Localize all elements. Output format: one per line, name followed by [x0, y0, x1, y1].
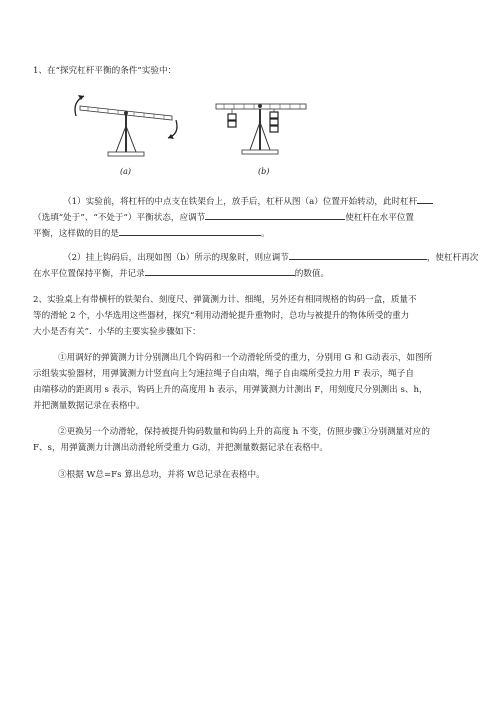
q2-step2-line2: F、s，用弹簧测力计测出动滑轮所受重力 G动，并把测量数据记录在表格中。: [33, 443, 328, 453]
rotation-arrow-right: [168, 120, 177, 138]
q1-part2-text: （2）挂上钩码后，出现如图（b）所示的现象时，则应调节: [63, 253, 289, 263]
q1-part1-text: （1）实验前，将杠杆的中点支在铁架台上，放手后，杠杆从图（a）位置开始转动，此时杠杆: [63, 197, 418, 207]
q2-line3: 大小是否有关”．小华的主要实验步骤如下：: [33, 327, 201, 337]
q2-step3-line1: ③根据 W总=Fs 算出总功，并将 W总记录在表格中。: [58, 470, 265, 480]
q1-part1-text: （选填“处于”、“不处于”）平衡状态，应调节: [33, 213, 206, 223]
q1-part1-text: 使杠杆在水平位置: [345, 213, 415, 223]
q1-part1-text: 。: [260, 229, 270, 239]
hook-weight: [270, 112, 278, 118]
q1-title: 1、在“探究杠杆平衡的条件”实验中：: [33, 66, 177, 76]
q2-step1-line3: 由端移动的距离用 s 表示，钩码上升的高度用 h 表示，用弹簧测力计测出 F，用刻度尺分别测出 s、h，: [33, 385, 428, 395]
answer-blank[interactable]: [145, 266, 295, 276]
lever-figure-b: [212, 90, 312, 166]
q1-part1-line2: [33, 210, 414, 224]
fig-b-label: (b): [258, 167, 270, 176]
hook-weight: [228, 114, 236, 120]
q2-line2: 等的滑轮 2 个，小华选用这些器材，探究“利用动滑轮提升重物时，总功与被提升的物体所受的重力: [33, 311, 410, 321]
q1-part1-line1: [63, 194, 433, 208]
hook-weight: [270, 119, 278, 125]
q2-step1-line4: 并把测量数据记录在表格中。: [33, 401, 145, 411]
q1-part2-line2: [33, 266, 329, 280]
answer-blank[interactable]: [119, 226, 261, 236]
fig-a-label: (a): [120, 167, 132, 176]
q2-step1-line1: ①用调好的弹簧测力计分别测出几个钩码和一个动滑轮所受的重力，分别用 G 和 G动表示，如图所: [58, 353, 433, 363]
hook-weight: [270, 126, 278, 132]
answer-blank[interactable]: [205, 210, 345, 220]
q2-line1: 2、实验桌上有带横杆的铁架台、刻度尺、弹簧测力计、细绳，另外还有相同规格的钩码一盒，质量不: [33, 295, 417, 305]
q2-step1-line2: 示组装实验器材，用弹簧测力计竖直向上匀速拉绳子自由端，绳子自由端所受拉力用 F 表示，绳子自: [33, 369, 414, 379]
answer-blank[interactable]: [417, 194, 433, 204]
lever-figure-a: [68, 86, 188, 166]
q1-part2-text: 在水平位置保持平衡，并记录: [33, 269, 145, 279]
q2-step2-line1: ②更换另一个动滑轮，保持被提升钩码数量和钩码上升的高度 h 不变，仿照步骤①分别测量对应的: [58, 427, 430, 437]
q1-part1-line3: [33, 226, 270, 240]
q1-part2-text: ，使杠杆再次: [426, 253, 479, 263]
q1-part1-text: 平衡，这样做的目的是: [33, 229, 119, 239]
hook-weight: [228, 121, 236, 127]
answer-blank[interactable]: [289, 250, 427, 260]
q1-part2-text: 的数值。: [294, 269, 330, 279]
q1-part2-line1: [63, 250, 478, 264]
